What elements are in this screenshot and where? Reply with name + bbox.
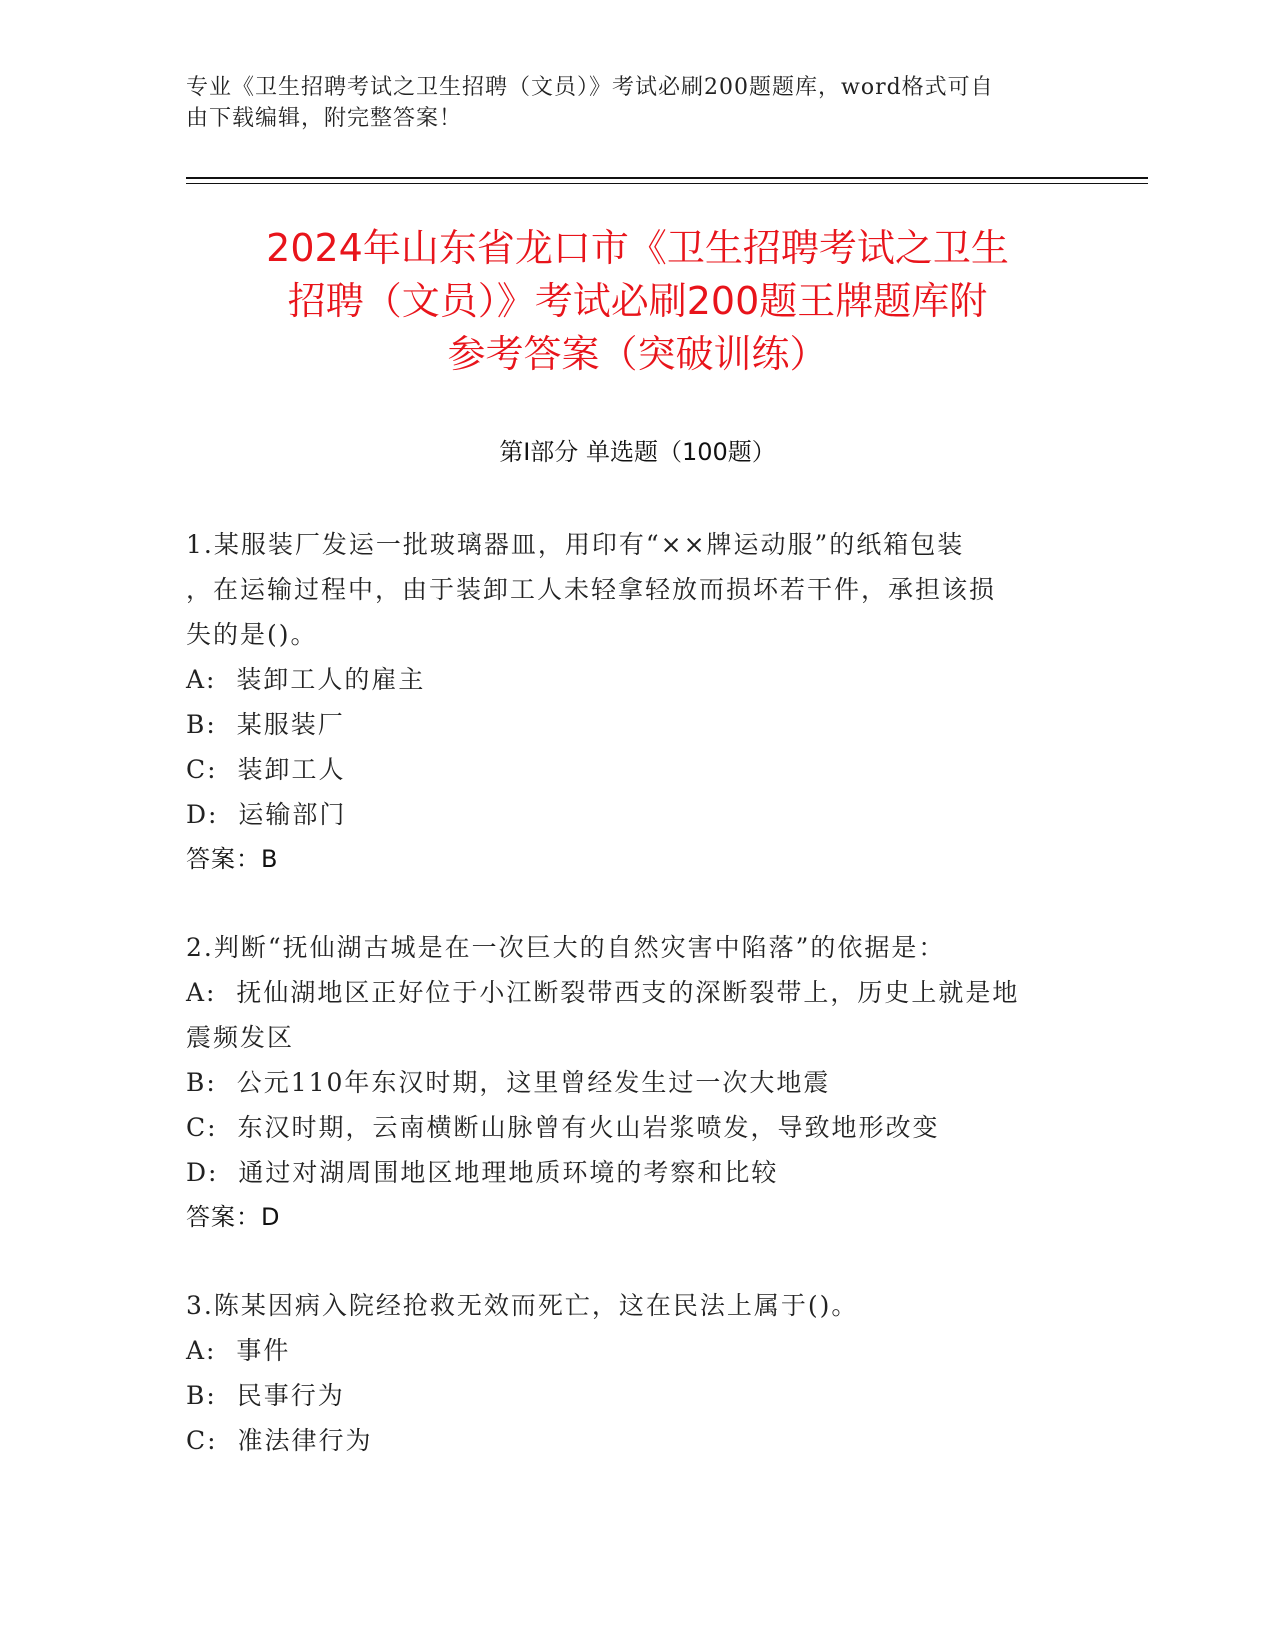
option-a: A: 抚仙湖地区正好位于小江断裂带西支的深断裂带上，历史上就是地	[186, 978, 1020, 1007]
question-stem-line: ，在运输过程中，由于装卸工人未轻拿轻放而损坏若干件，承担该损	[186, 575, 997, 604]
section-heading: 第I部分 单选题（100题）	[499, 438, 776, 466]
answer-label: 答案：D	[186, 1203, 281, 1231]
header-note	[186, 72, 1066, 134]
question-stem-line: 1.某服装厂发运一批玻璃器皿，用印有“××牌运动服”的纸箱包装	[186, 530, 965, 559]
option-c: C: 准法律行为	[186, 1426, 373, 1455]
option-a-continued: 震频发区	[186, 1023, 295, 1052]
title-line: 参考答案（突破训练）	[447, 332, 828, 376]
option-d: D: 运输部门	[186, 800, 347, 829]
title-line: 2024年山东省龙口市《卫生招聘考试之卫生	[266, 226, 1009, 270]
header-divider-thin	[186, 183, 1148, 184]
header-note-line: 专业《卫生招聘考试之卫生招聘（文员）》考试必刷200题题库，word格式可自	[186, 75, 994, 100]
answer-label: 答案：B	[186, 845, 279, 873]
question-item	[186, 522, 1086, 882]
document-title	[150, 222, 1125, 381]
title-line: 招聘（文员）》考试必刷200题王牌题库附	[287, 279, 988, 323]
question-stem-line: 失的是()。	[186, 620, 318, 649]
question-list	[186, 522, 1086, 1506]
question-item	[186, 925, 1086, 1240]
question-item	[186, 1283, 1086, 1463]
header-divider-thick	[186, 177, 1148, 179]
option-a: A: 事件	[186, 1336, 291, 1365]
option-b: B: 公元110年东汉时期，这里曾经发生过一次大地震	[186, 1068, 831, 1097]
option-d: D: 通过对湖周围地区地理地质环境的考察和比较	[186, 1158, 779, 1187]
question-stem-line: 2.判断“抚仙湖古城是在一次巨大的自然灾害中陷落”的依据是：	[186, 933, 946, 962]
question-stem-line: 3.陈某因病入院经抢救无效而死亡，这在民法上属于()。	[186, 1291, 859, 1320]
option-b: B: 民事行为	[186, 1381, 345, 1410]
option-c: C: 装卸工人	[186, 755, 346, 784]
header-note-line: 由下载编辑，附完整答案！	[186, 106, 463, 131]
option-a: A: 装卸工人的雇主	[186, 665, 426, 694]
option-b: B: 某服装厂	[186, 710, 345, 739]
option-c: C: 东汉时期，云南横断山脉曾有火山岩浆喷发，导致地形改变	[186, 1113, 940, 1142]
